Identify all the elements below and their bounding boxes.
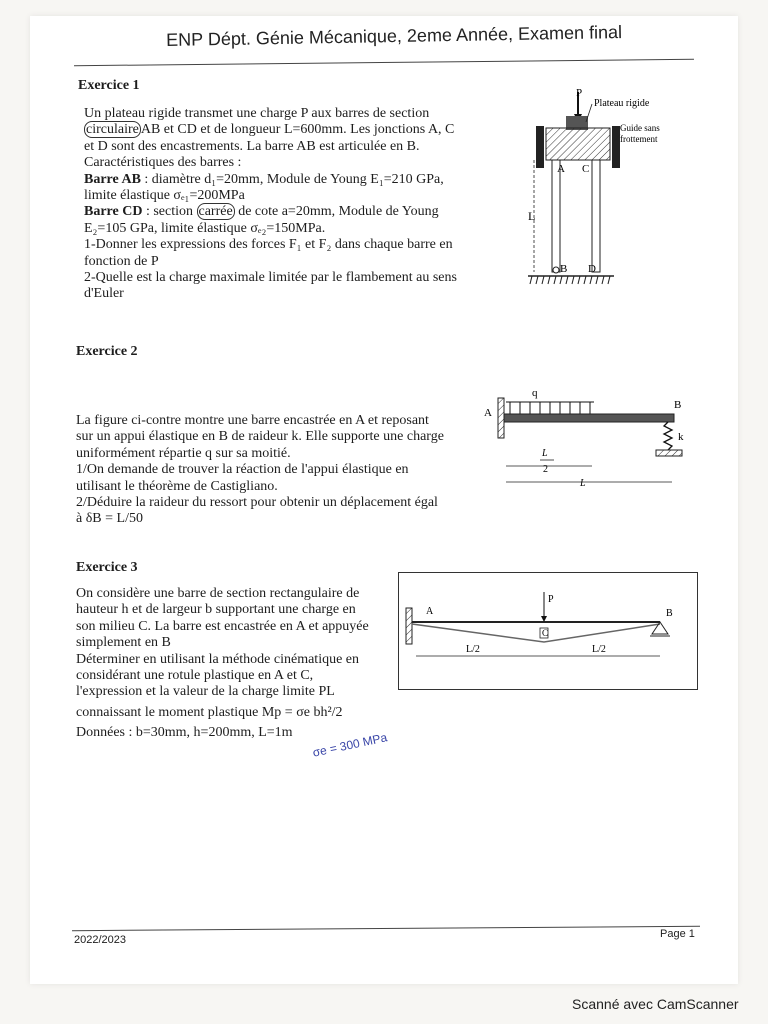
label-l-half: L [542,448,548,459]
label-l: L [528,209,536,223]
exercise-1-text [84,106,457,303]
ex2-line: uniformément répartie q sur sa moitié. [76,445,291,461]
ex3-line: considérant une rotule plastique en A et C, [76,668,314,684]
ex1-line: et D sont des encastrements. La barre AB est articulée en B. [84,138,420,154]
ex3-line: son milieu C. La barre est encastrée en A et appuyée [76,618,369,634]
ex3-line: Données : b=30mm, h=200mm, L=1m [76,725,293,741]
fixed-support-a [406,608,412,644]
spring [664,422,672,450]
pin-support-b [652,622,668,634]
bar-cd [592,160,600,272]
ex3-line: simplement en B [76,635,171,651]
ex3-line: hauteur h et de largeur b supportant une charge en [76,602,356,618]
ex1-line: E₂=105 GPa, limite élastique σₑ₂=150MPa. [84,220,326,236]
label-a: A [484,407,492,419]
ex1-circled-word: circulaire [86,122,139,138]
label-a: A [426,606,434,617]
exercise-2-text [76,413,444,528]
camscanner-watermark: Scanné avec CamScanner [572,996,739,1012]
ex3-line: Déterminer en utilisant la méthode cinématique en [76,651,360,667]
ex1-line: 2-Quelle est la charge maximale limitée par le flambement au sens [84,270,457,286]
ex1-line: fonction de P [84,253,159,269]
label-q: q [532,387,538,399]
ex1-line: circulaire AB et CD et de longueur L=600mm. Les jonctions A, C [86,122,455,138]
label-l: L [580,478,586,489]
label-guide-2: frottement [620,134,658,144]
ex1-line: Barre AB : diamètre d₁=20mm, Module de Young E₁=210 GPa, [84,171,444,187]
ex2-line: utilisant le théorème de Castigliano. [76,478,278,494]
ex1-line: Un plateau rigide transmet une charge P aux barres de section [84,106,430,121]
ex2-line: à δB = L/50 [76,511,143,527]
ex2-line: sur un appui élastique en B de raideur k. Elle supporte une charge [76,429,444,445]
deformed-shape [412,624,660,642]
label-p: P [548,594,554,605]
page-header-title: ENP Dépt. Génie Mécanique, 2eme Année, Examen final [166,22,623,50]
label-d: D [588,263,596,275]
label-c: C [582,163,590,175]
fixed-support-a [498,398,504,438]
exercise-3-text [76,586,369,742]
handwritten-annotation: σe = 300 MPa [311,730,389,760]
label-a: A [557,163,565,175]
ex1-line: Caractéristiques des barres : [84,155,242,171]
exercise-3-figure [398,572,696,688]
beam [504,414,674,422]
ex3-line: On considère une barre de section rectangulaire de [76,586,360,601]
ex1-line: limite élastique σₑ₁=200MPa [84,188,245,204]
exercise-2-figure [482,384,696,490]
exercise-1-title: Exercice 1 [78,78,140,93]
ex3-line: connaissant le moment plastique Mp = σe bh²/2 [76,704,343,720]
label-plateau: Plateau rigide [594,98,650,109]
guide-left [536,126,544,168]
label-two: 2 [543,464,548,475]
label-p: P [576,87,583,99]
label-b: B [674,399,682,411]
label-c: C [542,628,549,638]
label-guide-1: Guide sans [620,123,660,133]
ex2-line: 2/Déduire la raideur du ressort pour obtenir un déplacement égal [76,495,438,511]
bar-ab [552,160,560,272]
exercise-2-title: Exercice 2 [76,344,138,359]
guide-right [612,126,620,168]
label-b: B [560,263,568,275]
label-k: k [678,431,684,443]
footer-page-number: Page 1 [660,928,695,940]
ex1-line: d'Euler [84,286,124,302]
label-half-right: L/2 [592,644,606,655]
exercise-3-title: Exercice 3 [76,560,138,575]
label-half-left: L/2 [466,644,480,655]
ex1-circled-word: carrée [198,204,233,220]
ex2-line: La figure ci-contre montre une barre encastrée en A et reposant [76,413,429,428]
rigid-plate [546,128,610,160]
footer-year: 2022/2023 [74,934,126,946]
ex2-line: 1/On demande de trouver la réaction de l'appui élastique en [76,462,409,478]
ex1-line: 1-Donner les expressions des forces F₁ et F₂ dans chaque barre en [84,237,453,253]
distributed-load [506,402,594,414]
label-b: B [666,608,673,619]
exercise-1-figure [510,86,700,292]
ex1-line: Barre CD : section carrée de cote a=20mm, Module de Young [84,204,439,220]
ex3-line: l'expression et la valeur de la charge limite PL [76,684,335,700]
